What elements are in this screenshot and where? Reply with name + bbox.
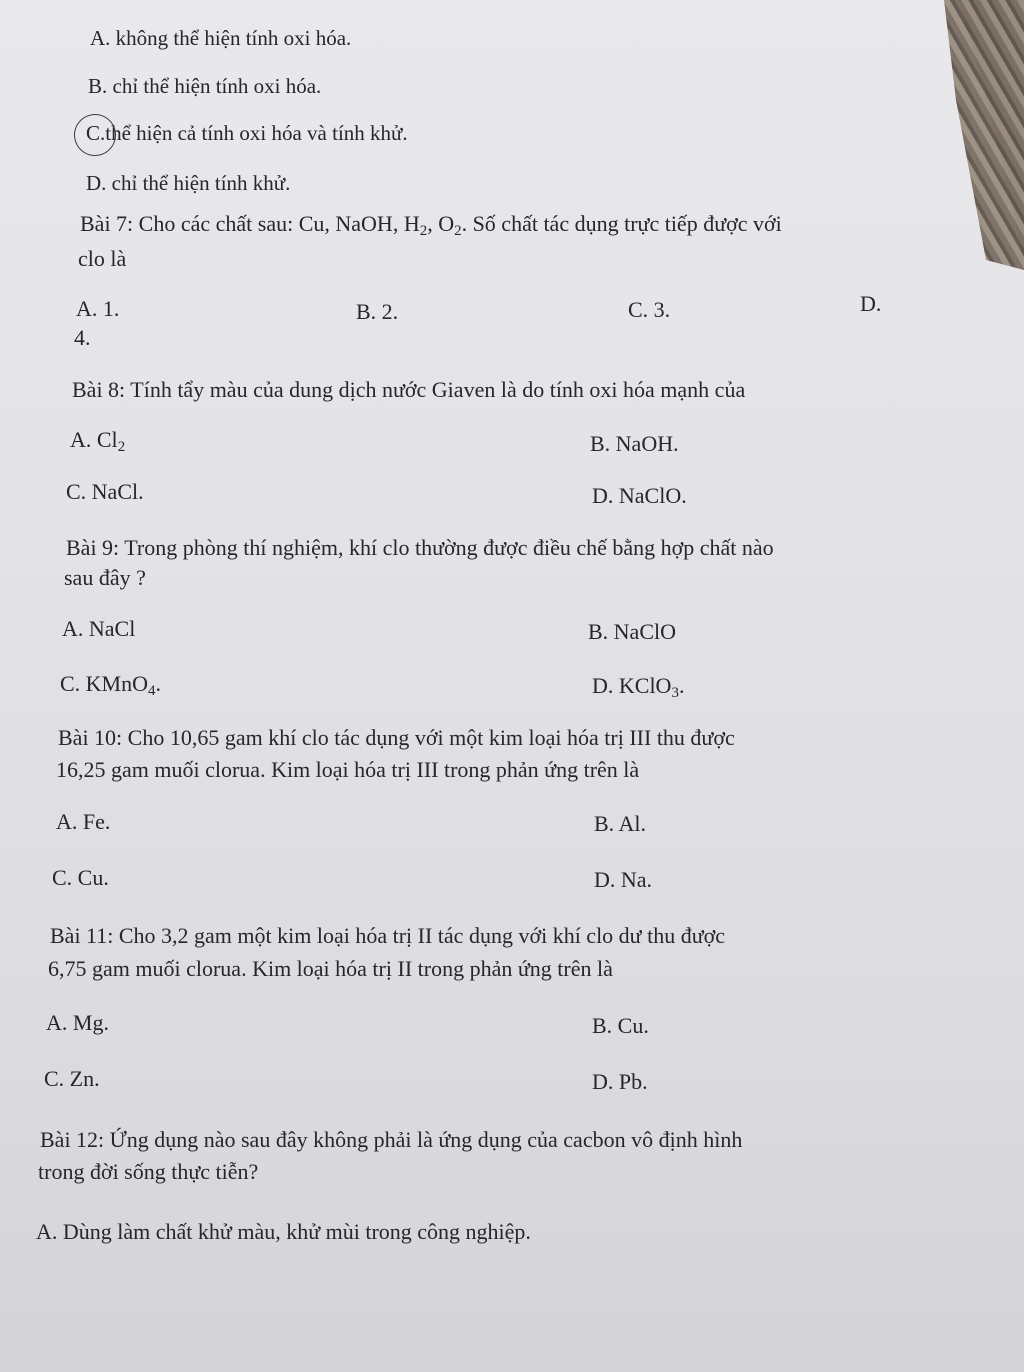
q8-question: Bài 8: Tính tẩy màu của dung dịch nước Giaven là do tính oxi hóa mạnh của [72,377,746,402]
q7-question-line2: clo là [78,246,127,271]
q6-option-c [86,123,408,144]
q11-question-line2: 6,75 gam muối clorua. Kim loại hóa trị II trong phản ứng trên là [48,956,613,981]
q6-option-c-text: thể hiện cả tính oxi hóa và tính khử. [105,121,408,145]
q7-text-part2: , O [427,211,455,236]
q9-option-c-subscript: 4 [148,683,156,700]
q9-option-d-text: D. KClO [592,673,672,698]
q7-option-b: B. 2. [356,299,399,324]
q9-option-a: A. NaCl [62,616,136,641]
q7-text-part1: Bài 7: Cho các chất sau: Cu, NaOH, H [80,211,420,236]
q7-subscript2: 2 [454,223,462,240]
q8-option-c: C. NaCl. [66,479,144,504]
q7-option-d-value: 4. [74,325,91,350]
q6-option-b: B. chỉ thể hiện tính oxi hóa. [88,74,322,98]
q11-option-c: C. Zn. [44,1066,100,1091]
q8-option-a [70,424,125,456]
q8-option-a-subscript: 2 [117,439,126,456]
q9-option-c [60,668,161,700]
q6-option-c-letter: C. [86,121,106,145]
q12-question-line1: Bài 12: Ứng dụng nào sau đây không phải là ứng dụng của cacbon vô định hình [40,1127,743,1152]
q10-option-d: D. Na. [594,867,653,892]
q9-option-d-subscript: 3 [671,685,679,702]
q12-option-a: A. Dùng làm chất khử màu, khử mùi trong công nghiệp. [36,1219,531,1244]
q7-option-a: A. 1. [76,296,120,321]
q11-option-b: B. Cu. [592,1013,649,1038]
q9-question-line2: sau đây ? [64,565,146,590]
q11-option-a: A. Mg. [46,1010,109,1035]
q8-option-b: B. NaOH. [590,431,679,456]
q8-option-d: D. NaClO. [592,483,687,508]
q7-question-line1 [80,208,782,240]
q11-option-d: D. Pb. [592,1069,648,1094]
q7-option-d: D. [860,291,882,316]
q9-option-d-end: . [678,673,685,698]
q9-option-d [592,670,684,702]
q7-text-part3: . Số chất tác dụng trực tiếp được với [461,211,782,236]
q9-option-c-text: C. KMnO [60,671,149,696]
q6-option-a: A. không thể hiện tính oxi hóa. [90,26,352,50]
q10-option-c: C. Cu. [52,865,109,890]
q9-question-line1: Bài 9: Trong phòng thí nghiệm, khí clo thường được điều chế bằng hợp chất nào [66,535,774,560]
q10-option-a: A. Fe. [56,809,111,834]
q8-option-a-text: A. Cl [70,427,118,452]
q11-question-line1: Bài 11: Cho 3,2 gam một kim loại hóa trị II tác dụng với khí clo dư thu được [50,923,726,948]
q9-option-c-end: . [155,671,161,696]
q10-question-line2: 16,25 gam muối clorua. Kim loại hóa trị III trong phản ứng trên là [56,757,640,782]
q10-question-line1: Bài 10: Cho 10,65 gam khí clo tác dụng với một kim loại hóa trị III thu được [58,725,735,750]
q9-option-b: B. NaClO [588,619,676,644]
q7-option-c: C. 3. [628,297,671,322]
q6-option-d: D. chỉ thể hiện tính khử. [86,171,291,195]
q7-subscript1: 2 [419,223,428,240]
q10-option-b: B. Al. [594,811,646,836]
q12-question-line2: trong đời sống thực tiễn? [38,1159,259,1184]
